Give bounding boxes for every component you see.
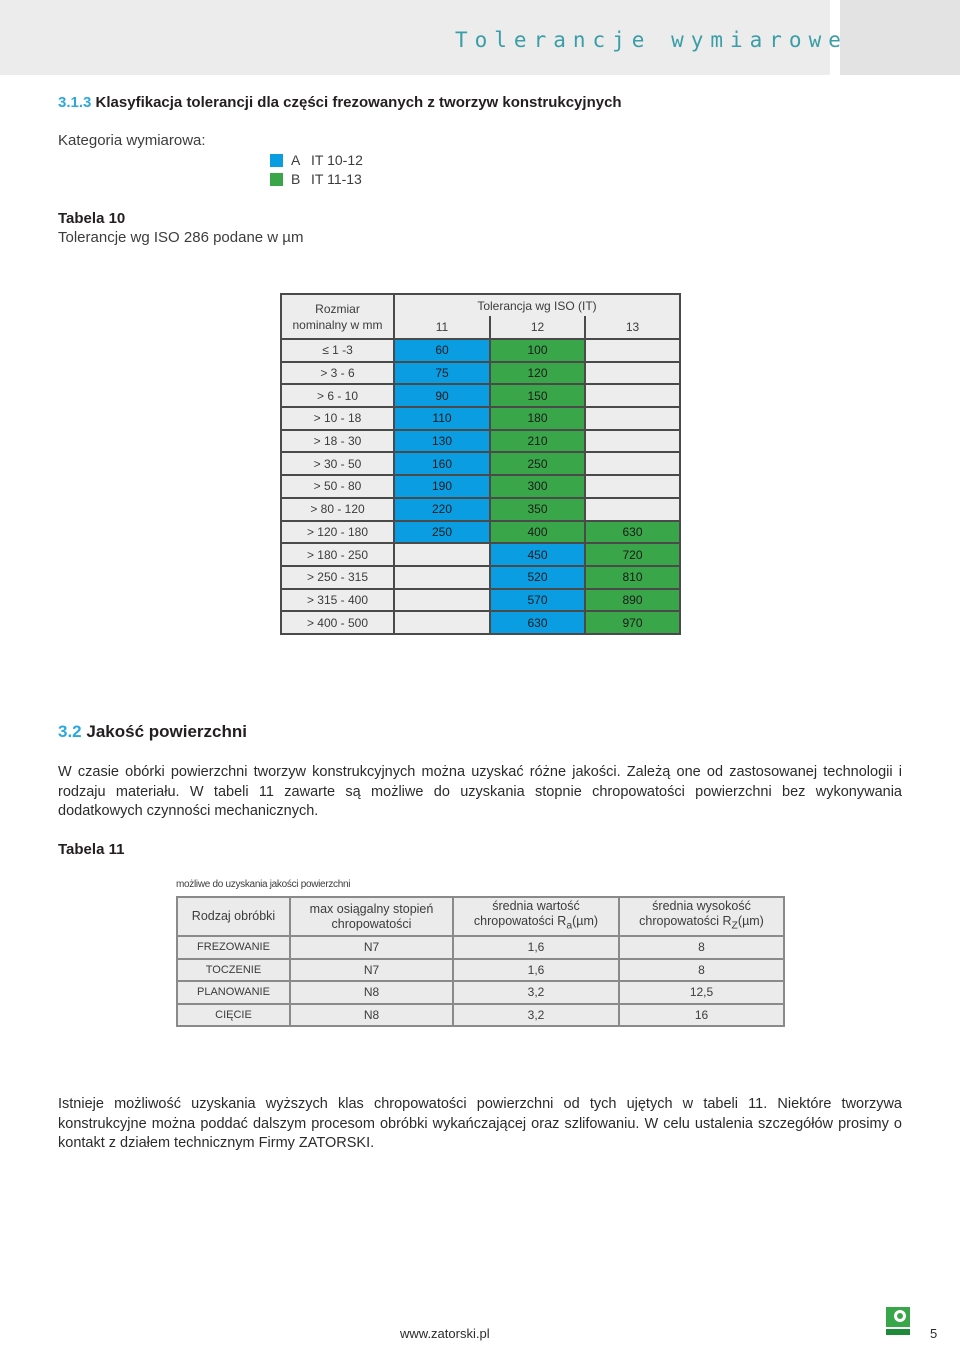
it11-cell: 75 (394, 362, 490, 385)
legend-text: IT 11-13 (311, 171, 362, 187)
it12-cell: 150 (490, 384, 585, 407)
it12-cell: 400 (490, 521, 585, 544)
rz-cell: 8 (619, 959, 784, 982)
legend-swatch-green (270, 173, 283, 186)
roughness-table (176, 896, 785, 1027)
it13-cell (585, 475, 680, 498)
table-row (281, 384, 680, 407)
it11-cell (394, 543, 490, 566)
category-label: Kategoria wymiarowa: (58, 132, 206, 149)
it11-cell: 90 (394, 384, 490, 407)
header-ra-sub: a (566, 920, 573, 932)
size-cell: > 50 - 80 (281, 475, 394, 498)
table-row (281, 543, 680, 566)
table-row (281, 362, 680, 385)
table-row (281, 430, 680, 453)
it13-cell: 890 (585, 589, 680, 612)
table-row (281, 475, 680, 498)
size-cell: > 80 - 120 (281, 498, 394, 521)
it11-cell: 220 (394, 498, 490, 521)
it11-cell: 130 (394, 430, 490, 453)
ra-cell: 1,6 (453, 959, 619, 982)
table-row (281, 452, 680, 475)
header-grade-12: 12 (490, 316, 585, 339)
it13-cell (585, 430, 680, 453)
ra-cell: 3,2 (453, 981, 619, 1004)
it12-cell: 250 (490, 452, 585, 475)
header-rz-unit: (µm) (737, 914, 764, 929)
it11-cell: 60 (394, 339, 490, 362)
table-row (281, 521, 680, 544)
max-cell: N7 (290, 959, 453, 982)
section-2-title (58, 722, 247, 742)
it12-cell: 630 (490, 611, 585, 634)
header-rz-line1: średnia wysokość (652, 899, 751, 914)
header-side-panel (840, 0, 960, 75)
table-row (281, 566, 680, 589)
legend-text: IT 10-12 (311, 152, 363, 168)
it11-cell: 110 (394, 407, 490, 430)
size-cell: > 18 - 30 (281, 430, 394, 453)
it11-cell (394, 566, 490, 589)
size-cell: > 3 - 6 (281, 362, 394, 385)
table-10-label: Tabela 10 (58, 210, 126, 227)
header-max (290, 897, 453, 936)
it12-cell: 180 (490, 407, 585, 430)
header-rz (619, 897, 784, 936)
it12-cell: 450 (490, 543, 585, 566)
section-number: 3.1.3 (58, 94, 92, 111)
header-ra (453, 897, 619, 936)
it12-cell: 520 (490, 566, 585, 589)
it13-cell (585, 339, 680, 362)
it13-cell: 720 (585, 543, 680, 566)
ra-cell: 1,6 (453, 936, 619, 959)
it13-cell: 630 (585, 521, 680, 544)
table-row (281, 339, 680, 362)
it11-cell: 190 (394, 475, 490, 498)
header-ra-prefix: chropowatości R (473, 914, 567, 929)
it12-cell: 120 (490, 362, 585, 385)
header-max-line2: chropowatości (331, 916, 412, 931)
section-title-text: Klasyfikacja tolerancji dla części frezowanych z tworzyw konstrukcyjnych (95, 94, 622, 111)
table-row (281, 498, 680, 521)
it12-cell: 100 (490, 339, 585, 362)
it11-cell: 250 (394, 521, 490, 544)
table-row (177, 936, 784, 959)
size-cell: > 30 - 50 (281, 452, 394, 475)
type-cell: PLANOWANIE (177, 981, 290, 1004)
it13-cell: 970 (585, 611, 680, 634)
section-2-number: 3.2 (58, 722, 82, 741)
it13-cell (585, 407, 680, 430)
it11-cell: 160 (394, 452, 490, 475)
size-cell: > 6 - 10 (281, 384, 394, 407)
it13-cell (585, 384, 680, 407)
rz-cell: 8 (619, 936, 784, 959)
table-11-note: możliwe do uzyskania jakości powierzchni (176, 879, 351, 890)
table-row (177, 1004, 784, 1027)
legend-swatch-blue (270, 154, 283, 167)
max-cell: N8 (290, 1004, 453, 1027)
footer-url[interactable]: www.zatorski.pl (400, 1326, 490, 1341)
header-rz-line2 (620, 914, 783, 934)
it12-cell: 350 (490, 498, 585, 521)
table-row (281, 407, 680, 430)
it13-cell: 810 (585, 566, 680, 589)
legend-item-b (270, 171, 362, 187)
header-rz-prefix: chropowatości R (639, 914, 732, 929)
header-grade-11: 11 (394, 316, 490, 339)
size-cell: > 250 - 315 (281, 566, 394, 589)
legend-item-a (270, 152, 363, 168)
header-size (281, 294, 394, 339)
header-tolerance: Tolerancja wg ISO (IT) (394, 294, 680, 316)
legend-code: B (291, 171, 301, 187)
size-cell: ≤ 1 -3 (281, 339, 394, 362)
section-title (58, 94, 622, 111)
zatorski-logo (884, 1305, 912, 1337)
table-row (177, 981, 784, 1004)
legend-code: A (291, 152, 301, 168)
tolerance-table (280, 293, 681, 635)
header-ra-unit: (µm) (572, 914, 599, 929)
rz-cell: 16 (619, 1004, 784, 1027)
it11-cell (394, 589, 490, 612)
header-max-line1: max osiągalny stopień (309, 901, 434, 916)
type-cell: FREZOWANIE (177, 936, 290, 959)
ra-cell: 3,2 (453, 1004, 619, 1027)
it12-cell: 300 (490, 475, 585, 498)
it11-cell (394, 611, 490, 634)
header-size-line2: nominalny w mm (292, 317, 383, 332)
type-cell: TOCZENIE (177, 959, 290, 982)
header-ra-line2 (454, 914, 618, 934)
header-type: Rodzaj obróbki (177, 897, 290, 936)
section-2-paragraph: W czasie obórki powierzchni tworzyw konstrukcyjnych można uzyskać różne jakości. Zależą one od zastosowanej technologii i rodzaju materiału. W tabeli 11 zawarte są możliwe do uzyskania stopnie chropowatości powierzchni bez wykonywania dodatkowych czynności mechanicznych. (58, 764, 902, 819)
page-number: 5 (930, 1326, 938, 1341)
it13-cell (585, 452, 680, 475)
size-cell: > 400 - 500 (281, 611, 394, 634)
it12-cell: 210 (490, 430, 585, 453)
header-ra-line1: średnia wartość (492, 899, 580, 914)
it13-cell (585, 362, 680, 385)
header-grade-13: 13 (585, 316, 680, 339)
size-cell: > 315 - 400 (281, 589, 394, 612)
size-cell: > 120 - 180 (281, 521, 394, 544)
table-row (177, 959, 784, 982)
size-cell: > 180 - 250 (281, 543, 394, 566)
section-2-title-text: Jakość powierzchni (86, 722, 247, 741)
table-row (281, 611, 680, 634)
table-10-subtitle: Tolerancje wg ISO 286 podane w µm (58, 229, 304, 246)
closing-paragraph: Istnieje możliwość uzyskania wyższych klas chropowatości powierzchni od tych ujętych w tabeli 11. Niektóre tworzywa konstrukcyjne można poddać dalszym procesom obróbki wykańczającej oraz szlifowaniu. W celu ustalenia szczegółów prosimy o kontakt z działem technicznym Firmy ZATORSKI. (58, 1096, 902, 1151)
max-cell: N8 (290, 981, 453, 1004)
it13-cell (585, 498, 680, 521)
max-cell: N7 (290, 936, 453, 959)
it12-cell: 570 (490, 589, 585, 612)
type-cell: CIĘCIE (177, 1004, 290, 1027)
size-cell: > 10 - 18 (281, 407, 394, 430)
table-11-label: Tabela 11 (58, 841, 125, 858)
header-rz-sub: Z (731, 920, 738, 932)
header-size-line1: Rozmiar (315, 301, 360, 316)
page-header-title: Tolerancje wymiarowe (455, 28, 848, 52)
table-row (281, 589, 680, 612)
rz-cell: 12,5 (619, 981, 784, 1004)
